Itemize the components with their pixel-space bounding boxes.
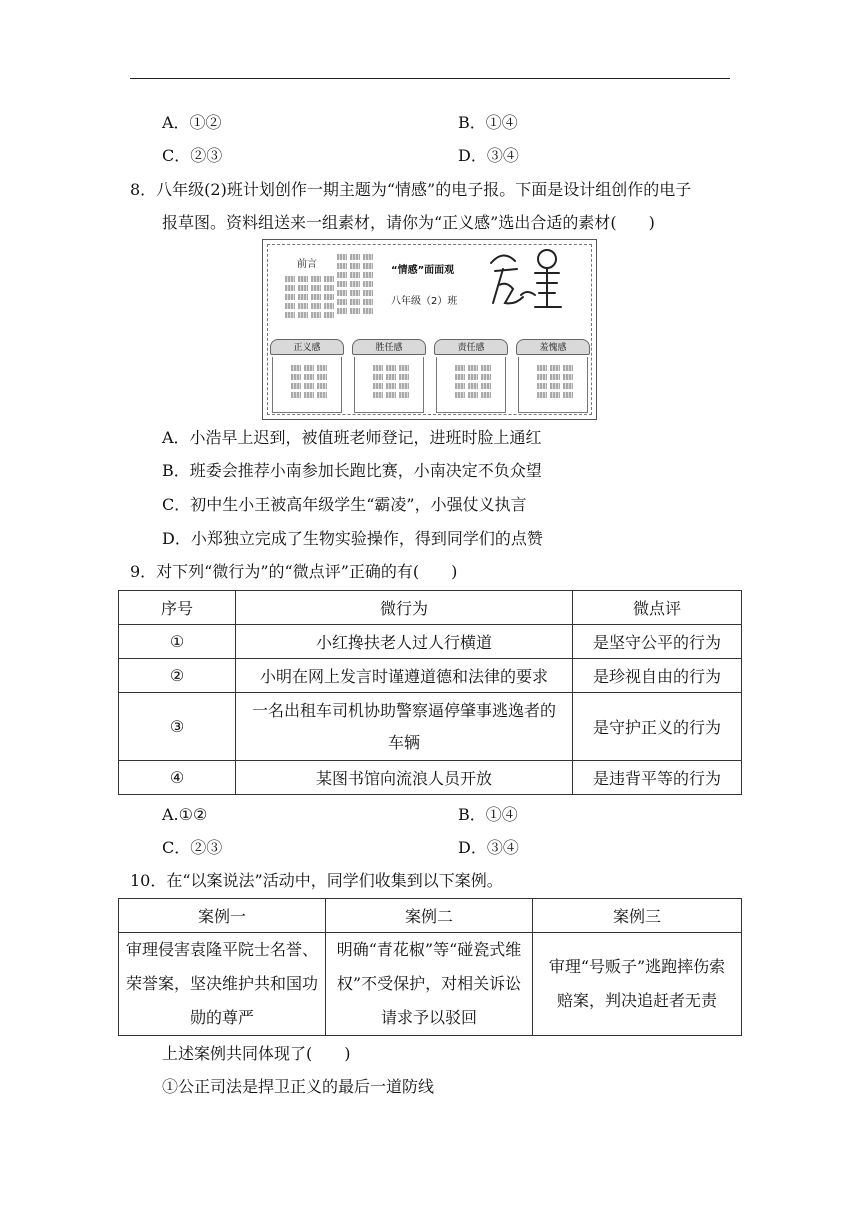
case-cell: 明确“青花椒”等“碰瓷式维权”不受保护，对相关诉讼请求予以驳回	[326, 933, 533, 1036]
q9-option-a: A.①②	[162, 805, 208, 824]
case-cell: 审理“号贩子”逃跑摔伤索赔案，判决追赶者无责	[533, 933, 742, 1036]
figure-tab-label: 羞愧感	[516, 339, 590, 355]
row-action: 某图书馆向流浪人员开放	[236, 761, 573, 795]
row-action: 小明在网上发言时谨遵道德和法律的要求	[236, 659, 573, 693]
q10-item-1: ①公正司法是捍卫正义的最后一道防线	[162, 1077, 435, 1096]
table-header-cell: 案例三	[533, 899, 742, 933]
newspaper-sketch-figure	[262, 239, 597, 420]
figure-tab-body	[272, 357, 342, 413]
figure-tab-shame	[516, 339, 590, 413]
figure-tab-competence	[352, 339, 426, 413]
row-number: ④	[119, 761, 236, 795]
table-row	[119, 625, 742, 659]
q7-option-d: D．③④	[458, 146, 519, 165]
table-row	[119, 659, 742, 693]
q8-option-c: C．初中生小王被高年级学生“霸凌”，小强仗义执言	[162, 495, 527, 514]
q9-option-d: D．③④	[458, 838, 519, 857]
row-comment: 是坚守公平的行为	[573, 625, 742, 659]
row-comment: 是珍视自由的行为	[573, 659, 742, 693]
q8-option-b: B．班委会推荐小南参加长跑比赛，小南决定不负众望	[162, 461, 542, 480]
figure-tab-body	[436, 357, 506, 413]
case-cell: 审理侵害袁隆平院士名誉、荣誉案，坚决维护共和国功勋的尊严	[119, 933, 326, 1036]
figure-title: “情感”面面观	[391, 265, 455, 276]
figure-class-label: 八年级（2）班	[391, 296, 458, 307]
figure-tab-body	[354, 357, 424, 413]
q8-option-a: A．小浩早上迟到，被值班老师登记，进班时脸上通红	[162, 428, 542, 447]
table-header-row	[119, 591, 742, 625]
figure-tab-justice	[270, 339, 344, 413]
q9-table	[118, 590, 742, 795]
header-rule	[130, 78, 730, 79]
figure-tab-label: 胜任感	[352, 339, 426, 355]
table-header-cell: 微点评	[573, 591, 742, 625]
table-header-row	[119, 899, 742, 933]
q9-option-b: B．①④	[458, 805, 518, 824]
figure-preface-text-block	[285, 276, 334, 318]
q9-option-c: C．②③	[162, 838, 223, 857]
q8-option-d: D．小郑独立完成了生物实验操作，得到同学们的点赞	[162, 529, 543, 548]
figure-tab-responsibility	[434, 339, 508, 413]
figure-column-text-block	[337, 254, 373, 314]
figure-tab-label: 正义感	[270, 339, 344, 355]
table-header-cell: 案例一	[119, 899, 326, 933]
q7-option-a: A．①②	[162, 113, 222, 132]
friendship-handshake-icon	[485, 245, 565, 315]
q8-stem-line1: 8．八年级(2)班计划创作一期主题为“情感”的电子报。下面是设计组创作的电子	[130, 180, 692, 199]
q7-option-b: B．①④	[458, 113, 518, 132]
figure-tab-body	[518, 357, 588, 413]
row-comment: 是守护正义的行为	[573, 693, 742, 761]
table-header-cell: 案例二	[326, 899, 533, 933]
table-row	[119, 761, 742, 795]
row-number: ②	[119, 659, 236, 693]
row-number: ①	[119, 625, 236, 659]
table-header-cell: 微行为	[236, 591, 573, 625]
row-comment: 是违背平等的行为	[573, 761, 742, 795]
q10-follow-up: 上述案例共同体现了( )	[162, 1044, 351, 1063]
table-header-cell: 序号	[119, 591, 236, 625]
table-row	[119, 933, 742, 1036]
q10-table	[118, 898, 742, 1036]
row-action: 一名出租车司机协助警察逼停肇事逃逸者的车辆	[236, 693, 573, 761]
q7-option-c: C．②③	[162, 146, 223, 165]
figure-preface-label: 前言	[297, 259, 317, 270]
q9-stem: 9．对下列“微行为”的“微点评”正确的有( )	[130, 562, 458, 581]
q8-stem-line2: 报草图。资料组送来一组素材，请你为“正义感”选出合适的素材( )	[162, 213, 655, 232]
row-number: ③	[119, 693, 236, 761]
table-row	[119, 693, 742, 761]
row-action: 小红搀扶老人过人行横道	[236, 625, 573, 659]
figure-tab-label: 责任感	[434, 339, 508, 355]
q10-stem: 10．在“以案说法”活动中，同学们收集到以下案例。	[130, 871, 503, 890]
